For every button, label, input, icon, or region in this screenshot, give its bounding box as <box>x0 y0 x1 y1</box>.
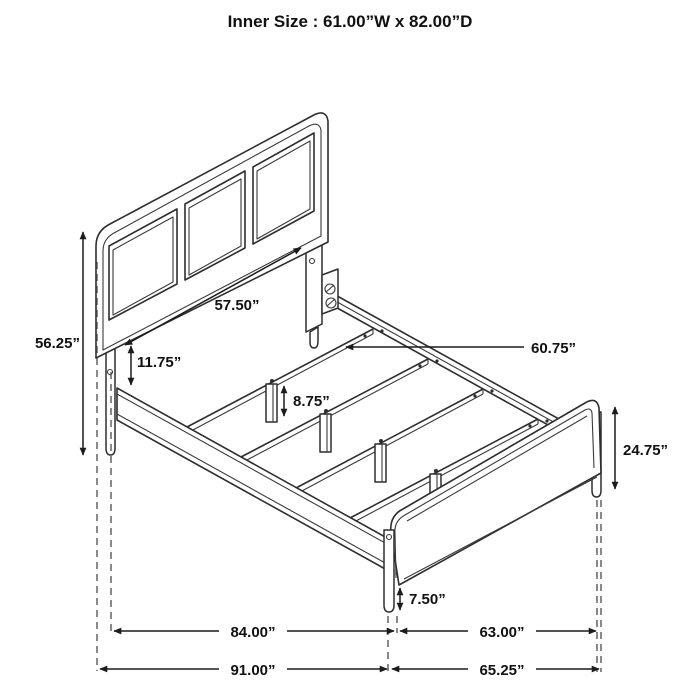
footboard-left-leg <box>384 530 394 612</box>
dim-label-headboard-height: 56.25” <box>34 335 80 352</box>
side-rail-near <box>117 388 387 570</box>
dim-label-headboard-panel-width: 57.50” <box>214 297 260 314</box>
dim-label-footboard-leg-exposed: 7.50” <box>409 591 446 608</box>
headboard-right-post <box>306 240 322 332</box>
side-rail-far <box>330 292 586 446</box>
dim-label-overall-depth: 91.00” <box>230 662 276 679</box>
footboard-panel <box>391 400 601 585</box>
dim-label-overall-width: 65.25” <box>479 662 525 679</box>
slat-leg <box>320 409 331 452</box>
headboard-frame <box>96 113 328 358</box>
dim-label-slat-leg-height: 8.75” <box>293 393 330 410</box>
slat-leg <box>375 439 386 482</box>
dim-label-footboard-height: 24.75” <box>623 442 669 459</box>
footboard <box>384 400 601 612</box>
rail-bracket <box>322 269 338 314</box>
dim-label-side-rail-length: 84.00” <box>230 624 276 641</box>
dim-label-slat-length: 60.75” <box>531 340 577 357</box>
diagram-title: Inner Size : 61.00”W x 82.00”D <box>227 12 473 31</box>
dim-label-headboard-to-rail-drop: 11.75” <box>137 354 182 371</box>
slat-leg <box>266 379 277 422</box>
dim-label-footboard-leg-span: 63.00” <box>479 624 525 641</box>
